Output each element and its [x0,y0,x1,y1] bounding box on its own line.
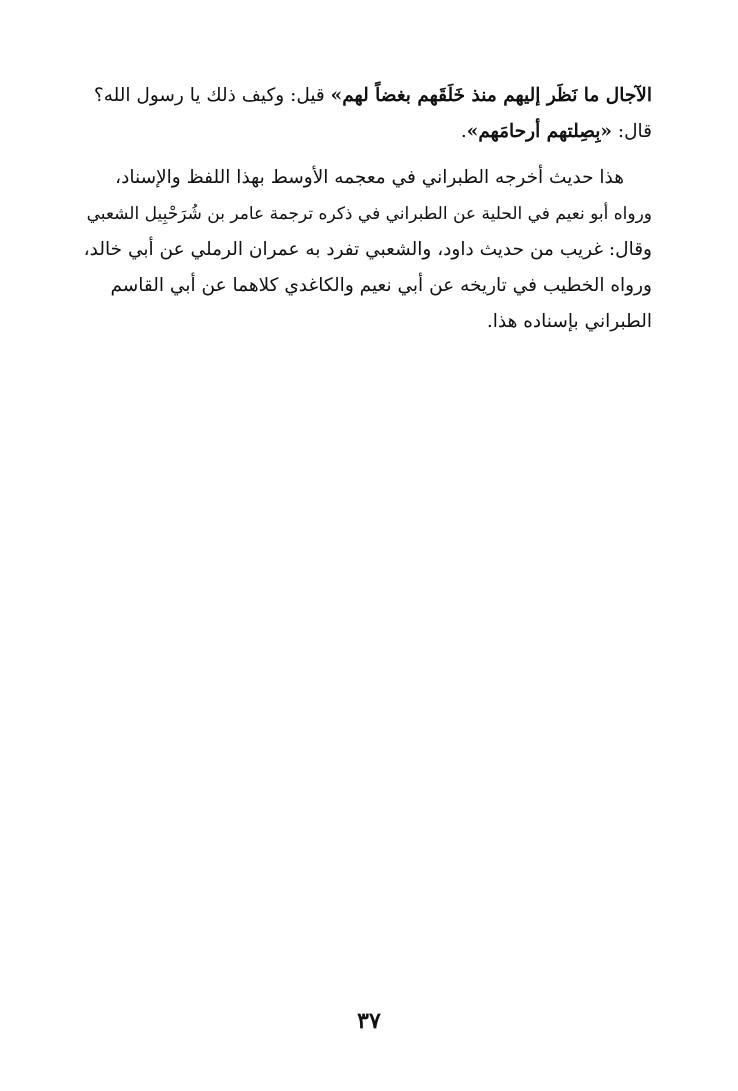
text-line: ورواه الخطيب في تاريخه عن أبي نعيم والكاغدي كلاهما عن أبي القاسم [110,275,652,296]
text-line [80,114,652,150]
sentence-end: . [460,121,467,142]
text-line [80,78,652,114]
hadith-answer-bold: «بِصِلتهم أرحامَهم» [466,121,612,142]
text-line: وقال: غريب من حديث داود، والشعبي تفرد به عمران الرملي عن أبي خالد، [83,239,652,260]
page-number: ٣٧ [357,1008,381,1034]
paragraph-hadith-ending [80,78,652,150]
paragraph-takhrij [80,160,652,340]
text-line: هذا حديث أخرجه الطبراني في معجمه الأوسط بهذا اللفظ والإسناد، [115,167,624,188]
text-line: ورواه أبو نعيم في الحلية عن الطبراني في ذكره ترجمة عامر بن شُرَحْبِيل الشعبي [86,204,652,224]
qal-label: قال: [611,121,652,142]
text-line: الطبراني بإسناده هذا. [486,311,652,332]
hadith-question: قيل: وكيف ذلك يا رسول الله؟ [93,85,331,106]
hadith-quote-bold: الآجال ما نَظَر إليهم منذ خَلَقَهم بغضاً لهم» [330,85,652,106]
